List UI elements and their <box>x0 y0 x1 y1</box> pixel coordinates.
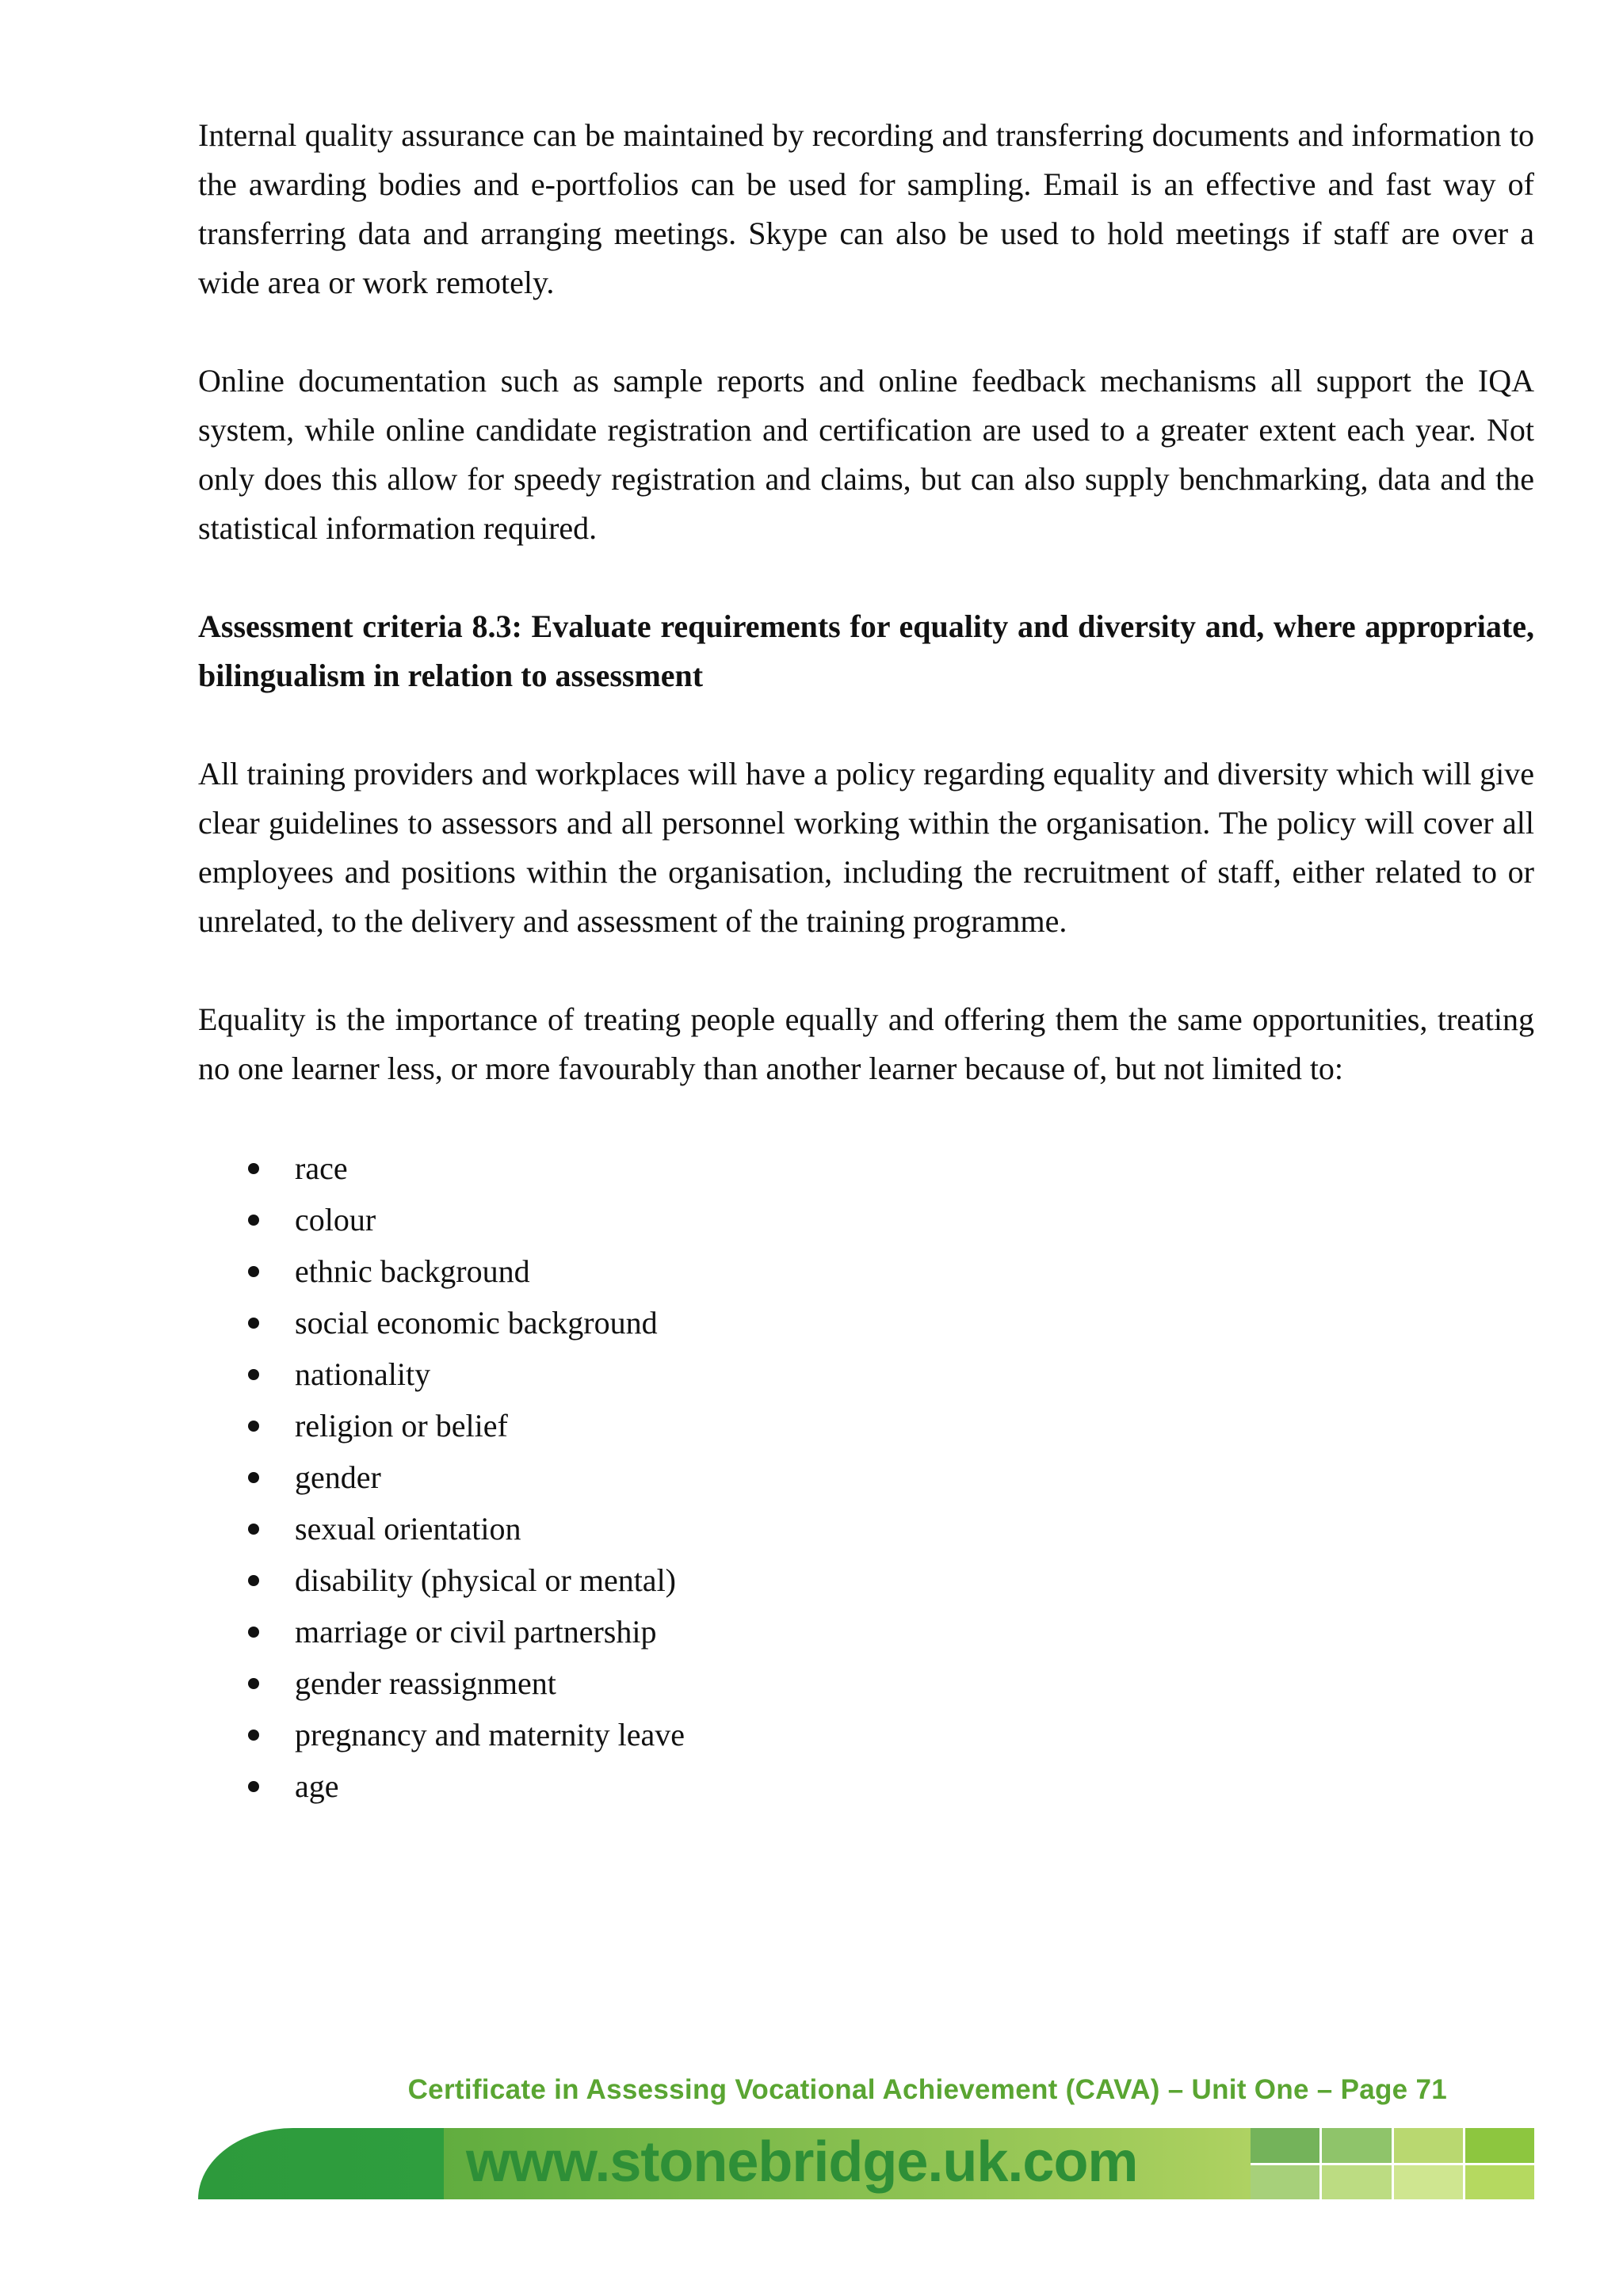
bullet-icon <box>248 1318 259 1329</box>
grid-tile <box>1251 2128 1319 2163</box>
bullet-icon <box>248 1575 259 1586</box>
list-item: age <box>198 1760 1534 1812</box>
assessment-criteria-heading: Assessment criteria 8.3: Evaluate requirements for equality and diversity and, where appropriate, bilingualism in relation to assessment <box>198 608 1534 693</box>
grid-tile <box>1394 2165 1463 2200</box>
bullet-icon <box>248 1678 259 1689</box>
bullet-icon <box>248 1369 259 1380</box>
list-item: ethnic background <box>198 1245 1534 1297</box>
list-item: colour <box>198 1194 1534 1245</box>
list-item: nationality <box>198 1348 1534 1400</box>
list-item: sexual orientation <box>198 1503 1534 1554</box>
paragraph-policy: All training providers and workplaces will have a policy regarding equality and diversity which will give clear guidelines to assessors and all personnel working within the organisation. The policy will cover all employees and positions within the organisation, including the recruitment of staff, either related to or unrelated, to the delivery and assessment of the training programme. <box>198 756 1534 939</box>
document-body <box>198 111 1534 1812</box>
bullet-icon <box>248 1627 259 1638</box>
grid-tile <box>1465 2165 1534 2200</box>
grid-tile <box>1465 2128 1534 2163</box>
list-item: religion or belief <box>198 1400 1534 1451</box>
footer-caption: Certificate in Assessing Vocational Achievement (CAVA) – Unit One – Page 71 <box>407 2074 1447 2105</box>
protected-characteristics-list <box>198 1142 1534 1812</box>
bullet-icon <box>248 1215 259 1226</box>
bullet-icon <box>248 1472 259 1483</box>
grid-tile <box>1322 2128 1391 2163</box>
grid-tile <box>1322 2165 1391 2200</box>
grid-tile <box>1251 2165 1319 2200</box>
bullet-icon <box>248 1421 259 1432</box>
website-url[interactable]: www.stonebridge.uk.com <box>466 2130 1138 2194</box>
bullet-icon <box>248 1524 259 1535</box>
list-item: gender <box>198 1451 1534 1503</box>
bullet-icon <box>248 1730 259 1741</box>
list-item: pregnancy and maternity leave <box>198 1709 1534 1760</box>
banner-swoosh <box>198 2128 444 2199</box>
list-item: gender reassignment <box>198 1657 1534 1709</box>
grid-tile <box>1394 2128 1463 2163</box>
bullet-icon <box>248 1163 259 1174</box>
list-item: social economic background <box>198 1297 1534 1348</box>
list-item: disability (physical or mental) <box>198 1554 1534 1606</box>
paragraph-equality: Equality is the importance of treating people equally and offering them the same opportunities, treating no one learner less, or more favourably than another learner because of, but not limited to: <box>198 1001 1534 1086</box>
footer-banner <box>198 2128 1534 2199</box>
paragraph-iqa: Internal quality assurance can be maintained by recording and transferring documents and information to the awarding bodies and e-portfolios can be used for sampling. Email is an effective and fast way of transferring data and arranging meetings. Skype can also be used to hold meetings if staff are over a wide area or work remotely. <box>198 117 1534 300</box>
banner-grid-pattern <box>1251 2128 1534 2199</box>
list-item: marriage or civil partnership <box>198 1606 1534 1657</box>
list-item: race <box>198 1142 1534 1194</box>
bullet-icon <box>248 1266 259 1277</box>
paragraph-online-documentation: Online documentation such as sample reports and online feedback mechanisms all support the IQA system, while online candidate registration and certification are used to a greater extent each year. Not only does this allow for speedy registration and claims, but can also supply benchmarking, data and the statistical information required. <box>198 363 1534 546</box>
bullet-icon <box>248 1781 259 1792</box>
